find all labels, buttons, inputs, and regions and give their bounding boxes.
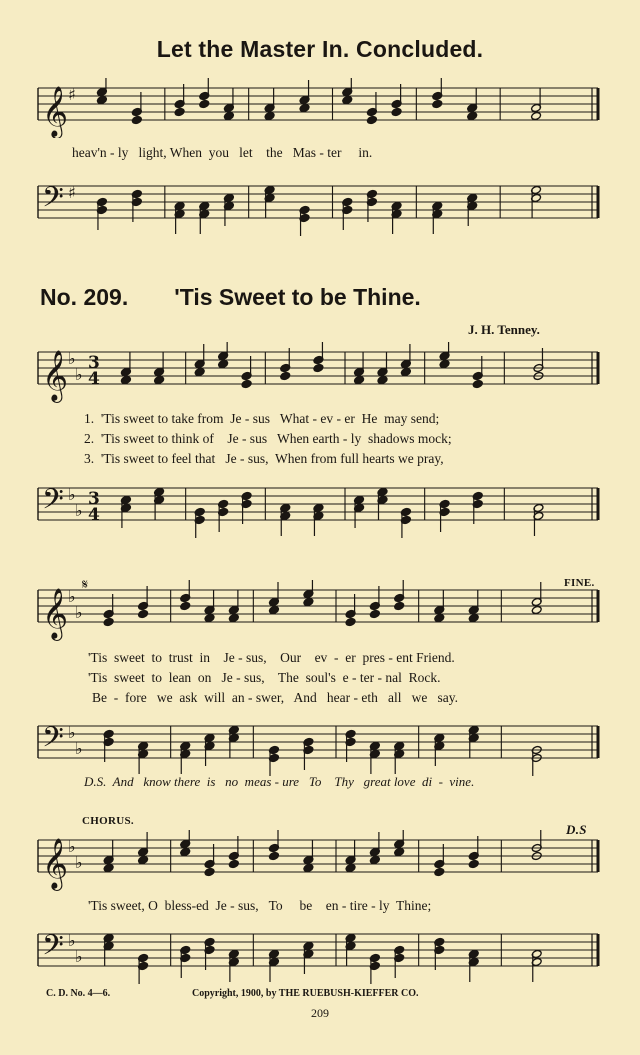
svg-text:♭: ♭ [68,485,76,504]
chorus-lyric: 'Tis sweet, O bless-ed Je - sus, To be en - tire - ly Thine; [88,898,432,913]
ds-lyric-line: D.S. And know there is no meas - ure To Thy great love di - vine. [84,774,475,789]
svg-text:4: 4 [88,505,100,525]
collection-reference: C. D. No. 4—6. [46,988,111,999]
staff-system-2-bass [0,478,640,538]
staff-system-1-treble [0,78,640,138]
svg-text:𝄢: 𝄢 [42,483,64,523]
svg-text:♭: ♭ [75,739,83,758]
verse-line-3: 3. 'Tis sweet to feel that Je - sus, When from full hearts we pray, [84,451,444,466]
staff-system-4-bass [0,924,640,984]
staff-system-2-treble [0,342,640,408]
svg-text:♭: ♭ [75,501,83,520]
page-number: 209 [311,1006,329,1020]
svg-text:♭: ♭ [68,587,76,606]
svg-text:𝄞: 𝄞 [42,838,69,889]
refrain-line-3: Be - fore we ask will an - swer, And hear - eth all we say. [92,690,458,705]
svg-text:♭: ♭ [68,837,76,856]
chorus-label: CHORUS. [82,815,134,827]
svg-text:3: 3 [88,489,100,509]
svg-text:♭: ♭ [75,947,83,966]
lyric-line-first-piece: heav'n - ly light, When you let the Mas - ter in. [72,145,373,160]
svg-text:♭: ♭ [75,603,83,622]
fine-marking: FINE. [564,577,595,589]
svg-text:4: 4 [88,369,100,389]
staff-system-3-bass [0,716,640,776]
svg-text:♭: ♭ [75,853,83,872]
staff-system-1-bass [0,176,640,236]
ds-marking: D.S [566,822,587,837]
svg-text:♯: ♯ [68,85,76,104]
svg-text:♭: ♭ [75,365,83,384]
svg-text:𝄞: 𝄞 [42,86,69,137]
hymn-heading [40,284,421,311]
svg-text:𝄢: 𝄢 [42,181,64,221]
refrain-line-1: 'Tis sweet to trust in Je - sus, Our ev - er pres - ent Friend. [88,650,455,665]
composer-credit: J. H. Tenney. [468,322,540,337]
copyright-notice: Copyright, 1900, by THE RUEBUSH-KIEFFER CO. [192,988,419,999]
svg-text:♭: ♭ [68,349,76,368]
verse-line-1: 1. 'Tis sweet to take from Je - sus What - ev - er He may send; [84,411,440,426]
svg-text:♭: ♭ [68,931,76,950]
refrain-line-2: 'Tis sweet to lean on Je - sus, The soul's e - ter - nal Rock. [88,670,441,685]
continued-title: Let the Master In. Concluded. [156,36,484,62]
verse-line-2: 2. 'Tis sweet to think of Je - sus When earth - ly shadows mock; [84,431,452,446]
svg-text:𝄞: 𝄞 [42,350,69,401]
hymn-title: 'Tis Sweet to be Thine. [174,284,421,310]
svg-text:♭: ♭ [68,723,76,742]
svg-text:𝄢: 𝄢 [42,929,64,969]
svg-text:3: 3 [88,353,100,373]
svg-text:♯: ♯ [68,183,76,202]
staff-system-4-treble [0,830,640,896]
hymn-number: No. 209. [40,284,129,310]
svg-text:𝄢: 𝄢 [42,721,64,761]
svg-text:𝄞: 𝄞 [42,588,69,639]
svg-text:𝄋: 𝄋 [82,580,89,593]
staff-system-3-treble [0,580,640,646]
